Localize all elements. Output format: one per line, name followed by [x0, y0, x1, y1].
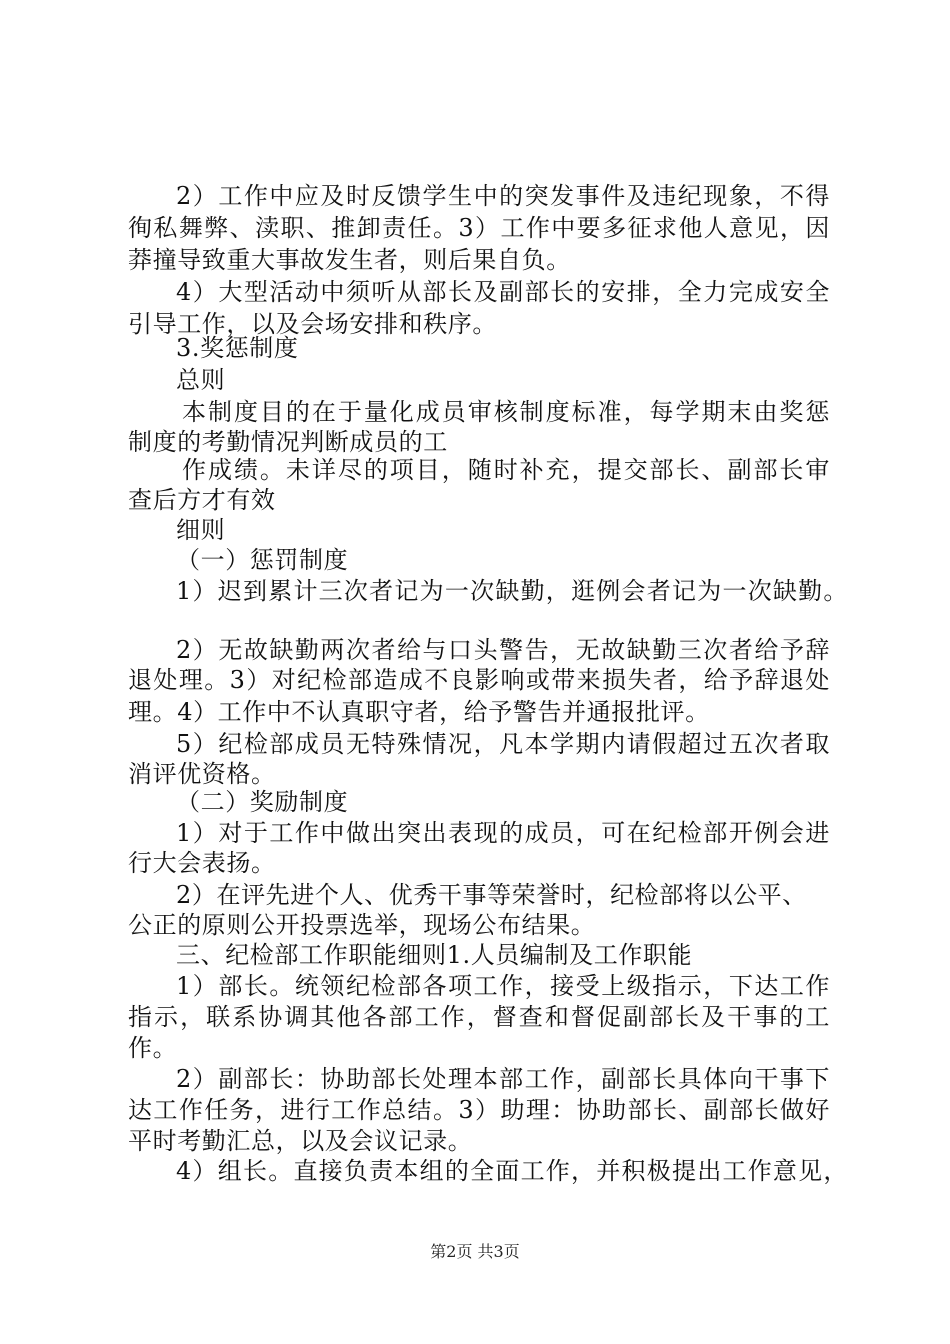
text-line: 4）大型活动中须听从部长及副部长的安排，全力完成安全: [176, 278, 830, 306]
text-line: 作成绩。未详尽的项目，随时补充，提交部长、副部长审: [182, 456, 830, 484]
text-line: 2）无故缺勤两次者给与口头警告，无故缺勤三次者给予辞: [176, 636, 830, 664]
text-line: 平时考勤汇总，以及会议记录。: [128, 1127, 473, 1155]
text-line: 1）对于工作中做出突出表现的成员，可在纪检部开例会进: [176, 819, 830, 847]
text-line: 退处理。3）对纪检部造成不良影响或带来损失者，给予辞退处: [128, 666, 830, 694]
subheading: （一）惩罚制度: [176, 546, 349, 574]
text-line: 2）副部长：协助部长处理本部工作，副部长具体向干事下: [176, 1065, 830, 1093]
page-footer: [0, 1241, 950, 1263]
page-number: 第2页 共3页: [430, 1242, 520, 1261]
section-heading: 三、纪检部工作职能细则1.人员编制及工作职能: [176, 941, 693, 969]
text-line: 本制度目的在于量化成员审核制度标准，每学期末由奖惩: [182, 398, 830, 426]
text-line: 达工作任务，进行工作总结。3）助理：协助部长、副部长做好: [128, 1096, 830, 1124]
text-line: 徇私舞弊、渎职、推卸责任。3）工作中要多征求他人意见，因: [128, 214, 830, 242]
text-line: 消评优资格。: [128, 760, 276, 788]
text-line: 引导工作，以及会场安排和秩序。: [128, 310, 497, 338]
text-line: 查后方才有效: [128, 486, 276, 514]
text-line: 4）组长。直接负责本组的全面工作，并积极提出工作意见，: [176, 1157, 848, 1185]
text-line: 制度的考勤情况判断成员的工: [128, 428, 448, 456]
subheading: 细则: [176, 516, 226, 544]
text-line: 2）工作中应及时反馈学生中的突发事件及违纪现象，不得: [176, 182, 830, 210]
text-line: 理。4）工作中不认真职守者，给予警告并通报批评。: [128, 698, 710, 726]
text-line: 1）迟到累计三次者记为一次缺勤，逛例会者记为一次缺勤。: [176, 577, 848, 605]
text-line: 莽撞导致重大事故发生者，则后果自负。: [128, 246, 571, 274]
text-line: 2）在评先进个人、优秀干事等荣誉时，纪检部将以公平、: [176, 881, 807, 909]
text-line: 行大会表扬。: [128, 849, 276, 877]
subheading: 总则: [176, 366, 226, 394]
section-heading: 3.奖惩制度: [176, 334, 299, 362]
text-line: 公正的原则公开投票选举，现场公布结果。: [128, 911, 596, 939]
text-line: 1）部长。统领纪检部各项工作，接受上级指示，下达工作: [176, 972, 830, 1000]
subheading: （二）奖励制度: [176, 788, 349, 816]
text-line: 作。: [128, 1034, 178, 1062]
text-line: 5）纪检部成员无特殊情况，凡本学期内请假超过五次者取: [176, 730, 830, 758]
text-line: 指示，联系协调其他各部工作，督查和督促副部长及干事的工: [128, 1003, 830, 1031]
